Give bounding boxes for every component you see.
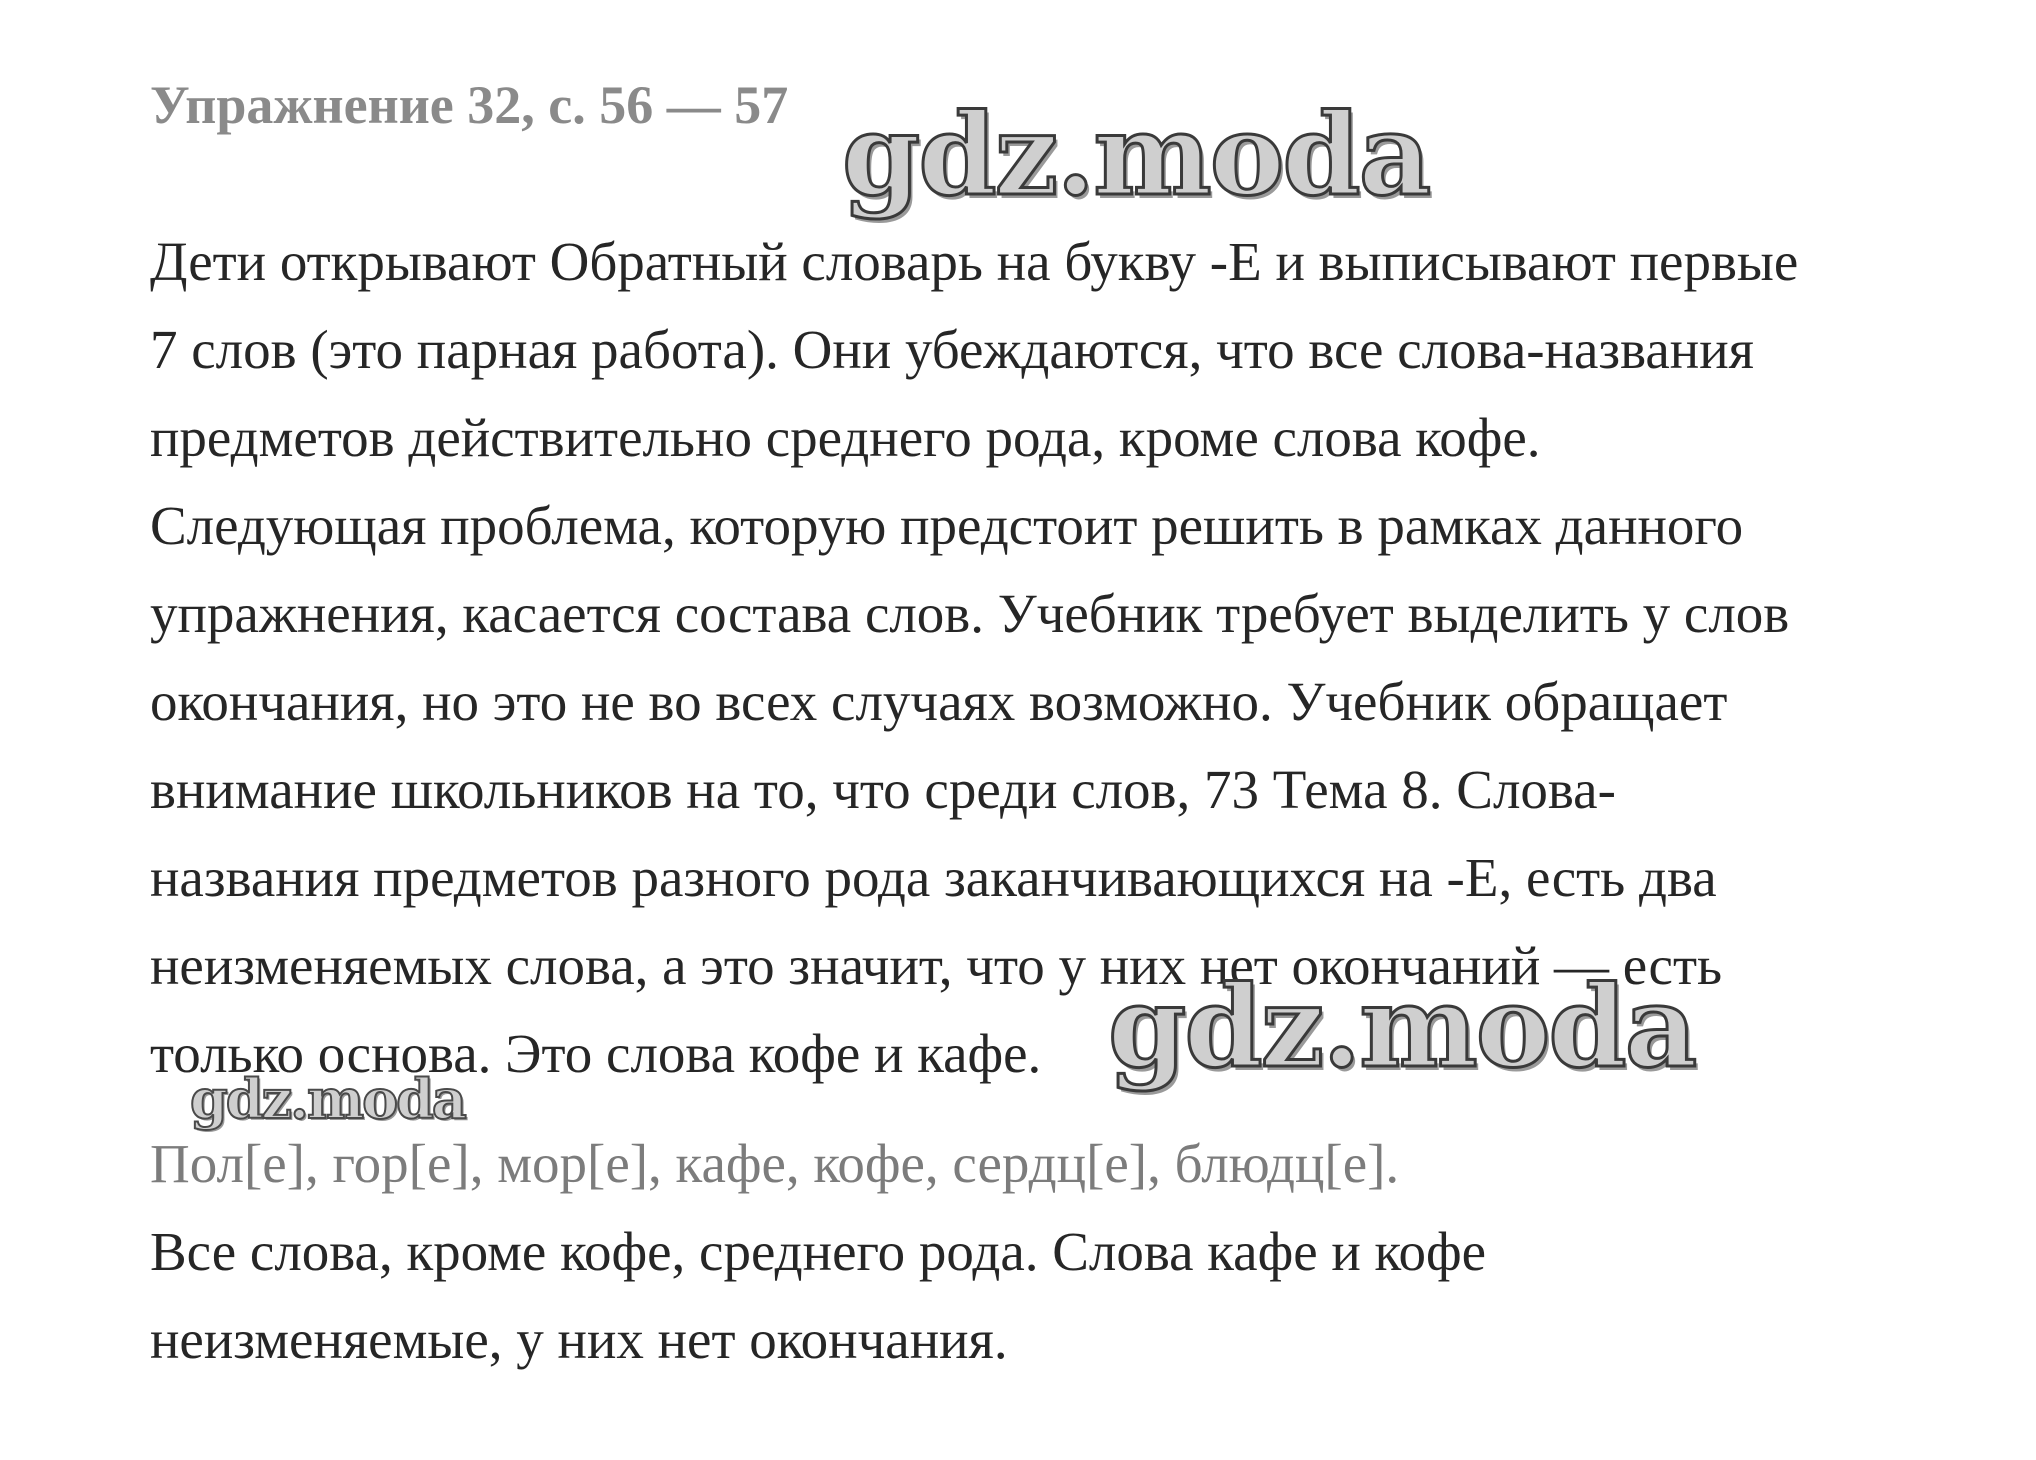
watermark-logo: gdz.moda: [1108, 962, 1696, 1093]
paragraph-line: упражнения, касается состава слов. Учебник требует выделить у слов: [150, 583, 1790, 644]
conclusion-line: неизменяемые, у них нет окончания.: [150, 1309, 1008, 1370]
paragraph-line: внимание школьников на то, что среди слов, 73 Тема 8. Слова-: [150, 759, 1616, 820]
paragraph-line: 7 слов (это парная работа). Они убеждаются, что все слова-названия: [150, 319, 1754, 380]
answer-words: Пол[е], гор[е], мор[е], кафе, кофе, сердц[е], блюдц[е].: [150, 1133, 1400, 1194]
paragraph-line: Следующая проблема, которую предстоит решить в рамках данного: [150, 495, 1744, 556]
paragraph-line: неизменяемых слова, а это значит, что у них нет окончаний — есть: [150, 935, 1723, 996]
paragraph-line: предметов действительно среднего рода, кроме слова кофе.: [150, 407, 1541, 468]
watermark-logo: gdz.moda: [190, 1067, 465, 1131]
paragraph-line: только основа. Это слова кофе и кафе.: [150, 1023, 1042, 1084]
conclusion-paragraph: [150, 1208, 1486, 1384]
exercise-heading: Упражнение 32, с. 56 — 57: [150, 75, 789, 135]
conclusion-line: Все слова, кроме кофе, среднего рода. Слова кафе и кофе: [150, 1221, 1487, 1282]
watermark-logo: gdz.moda: [842, 90, 1430, 221]
paragraph-line: окончания, но это не во всех случаях возможно. Учебник обращает: [150, 671, 1728, 732]
paragraph-line: Дети открывают Обратный словарь на букву -Е и выписывают первые: [150, 231, 1799, 292]
paragraph-line: названия предметов разного рода заканчивающихся на -Е, есть два: [150, 847, 1717, 908]
